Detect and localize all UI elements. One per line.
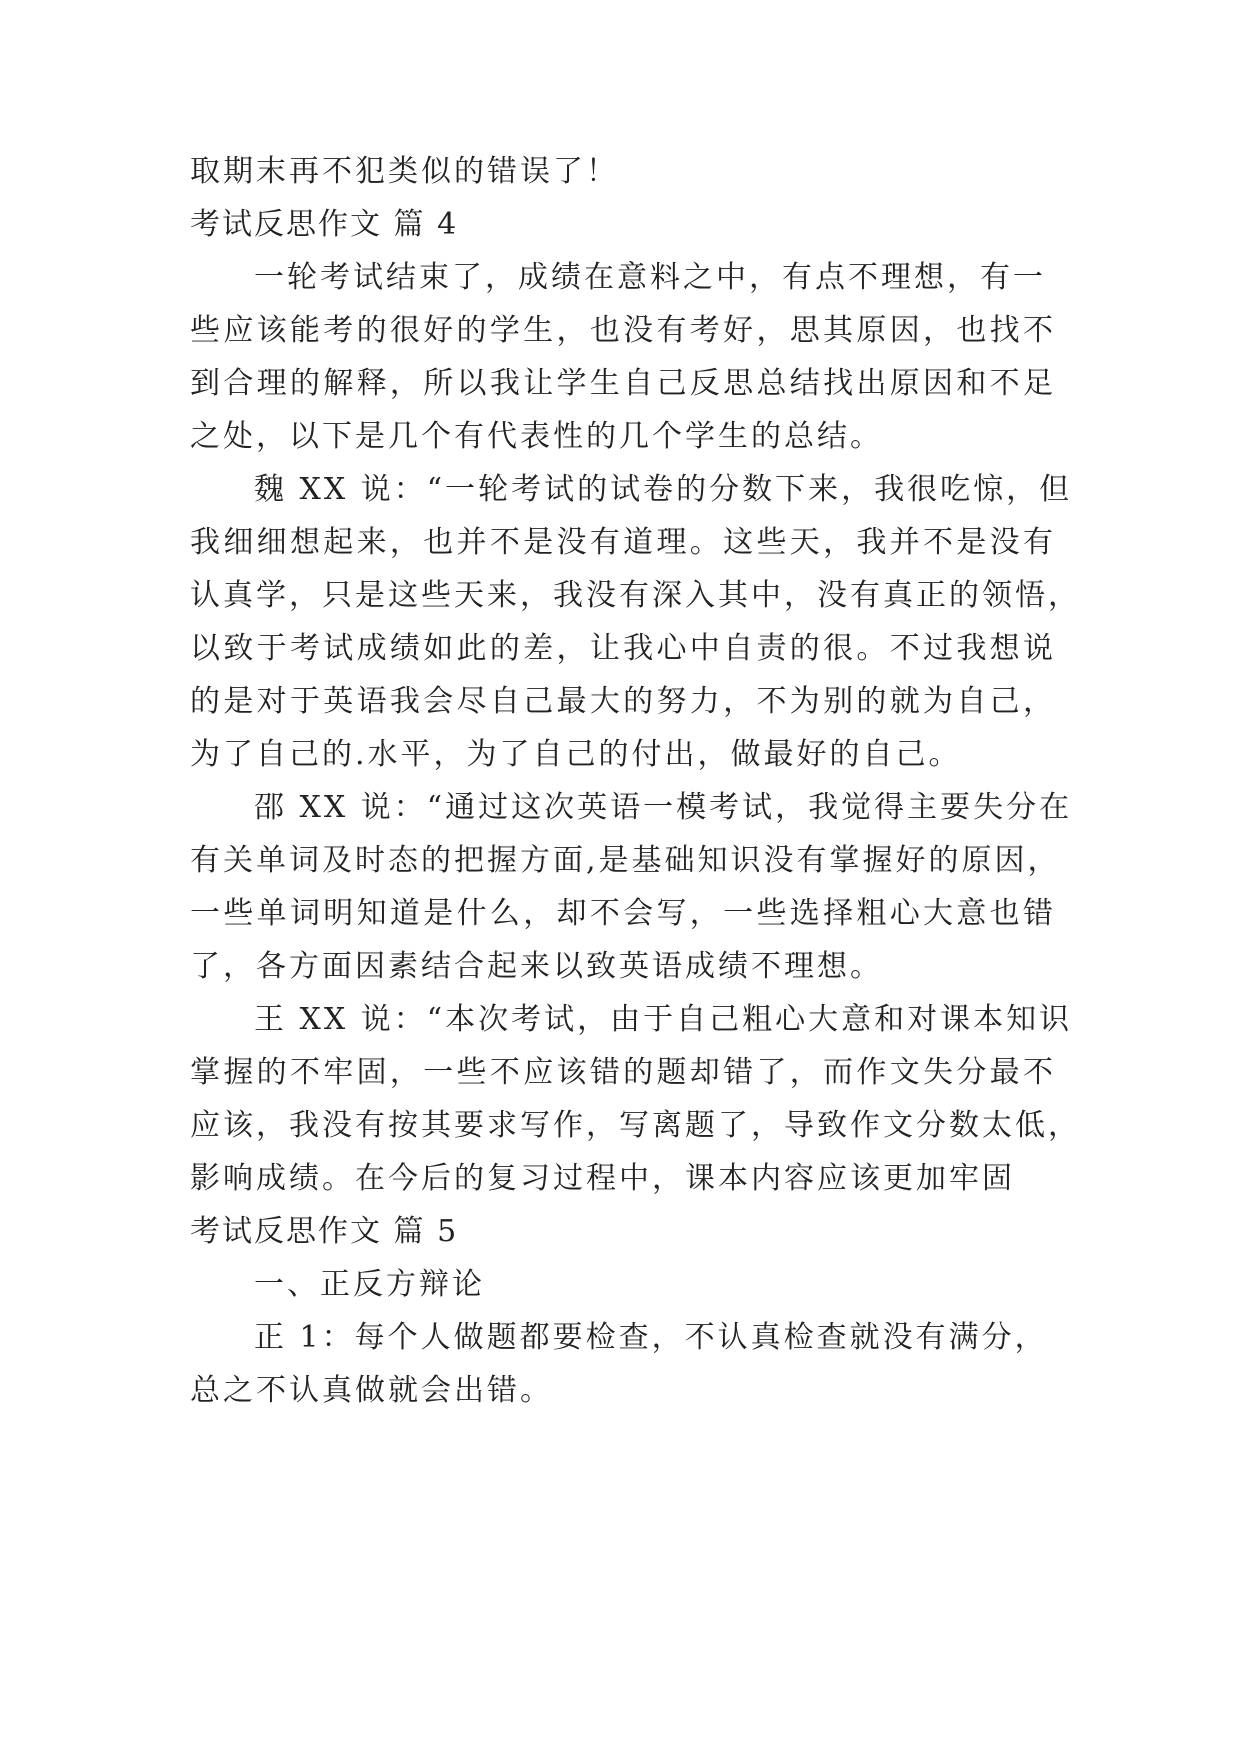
paragraph-line: 掌握的不牢固，一些不应该错的题却错了，而作文失分最不 (190, 1055, 1056, 1090)
paragraph-line: 王 XX 说：“本次考试，由于自己粗心大意和对课本知识 (254, 1002, 1073, 1037)
paragraph-line: 一些单词明知道是什么，却不会写，一些选择粗心大意也错 (190, 896, 1056, 931)
text-line: 取期末再不犯类似的错误了！ (190, 154, 619, 189)
paragraph-line: 正 1：每个人做题都要检查，不认真检查就没有满分， (254, 1320, 1048, 1355)
section-heading: 考试反思作文 篇 5 (190, 1214, 459, 1249)
paragraph-line: 之处，以下是几个有代表性的几个学生的总结。 (190, 419, 883, 454)
paragraph-line: 一轮考试结束了，成绩在意料之中，有点不理想，有一 (254, 260, 1046, 295)
paragraph-line: 一、正反方辩论 (254, 1267, 485, 1302)
paragraph-line: 认真学，只是这些天来，我没有深入其中，没有真正的领悟， (190, 578, 1081, 613)
paragraph-line: 为了自己的.水平，为了自己的付出，做最好的自己。 (190, 737, 962, 772)
paragraph-line: 影响成绩。在今后的复习过程中，课本内容应该更加牢固 (190, 1161, 1015, 1196)
paragraph-line: 些应该能考的很好的学生，也没有考好，思其原因，也找不 (190, 313, 1056, 348)
paragraph-line: 应该，我没有按其要求写作，写离题了，导致作文分数太低， (190, 1108, 1081, 1143)
paragraph-line: 有关单词及时态的把握方面,是基础知识没有掌握好的原因， (190, 843, 1061, 878)
paragraph-line: 总之不认真做就会出错。 (190, 1373, 553, 1408)
paragraph-line: 了，各方面因素结合起来以致英语成绩不理想。 (190, 949, 883, 984)
paragraph-line: 以致于考试成绩如此的差，让我心中自责的很。不过我想说 (190, 631, 1056, 666)
paragraph-line: 邵 XX 说：“通过这次英语一模考试，我觉得主要失分在 (254, 790, 1073, 825)
paragraph-line: 到合理的解释，所以我让学生自己反思总结找出原因和不足 (190, 366, 1056, 401)
paragraph-line: 的是对于英语我会尽自己最大的努力，不为别的就为自己， (190, 684, 1056, 719)
section-heading: 考试反思作文 篇 4 (190, 207, 459, 242)
paragraph-line: 我细细想起来，也并不是没有道理。这些天，我并不是没有 (190, 525, 1056, 560)
paragraph-line: 魏 XX 说：“一轮考试的试卷的分数下来，我很吃惊，但 (254, 472, 1073, 507)
